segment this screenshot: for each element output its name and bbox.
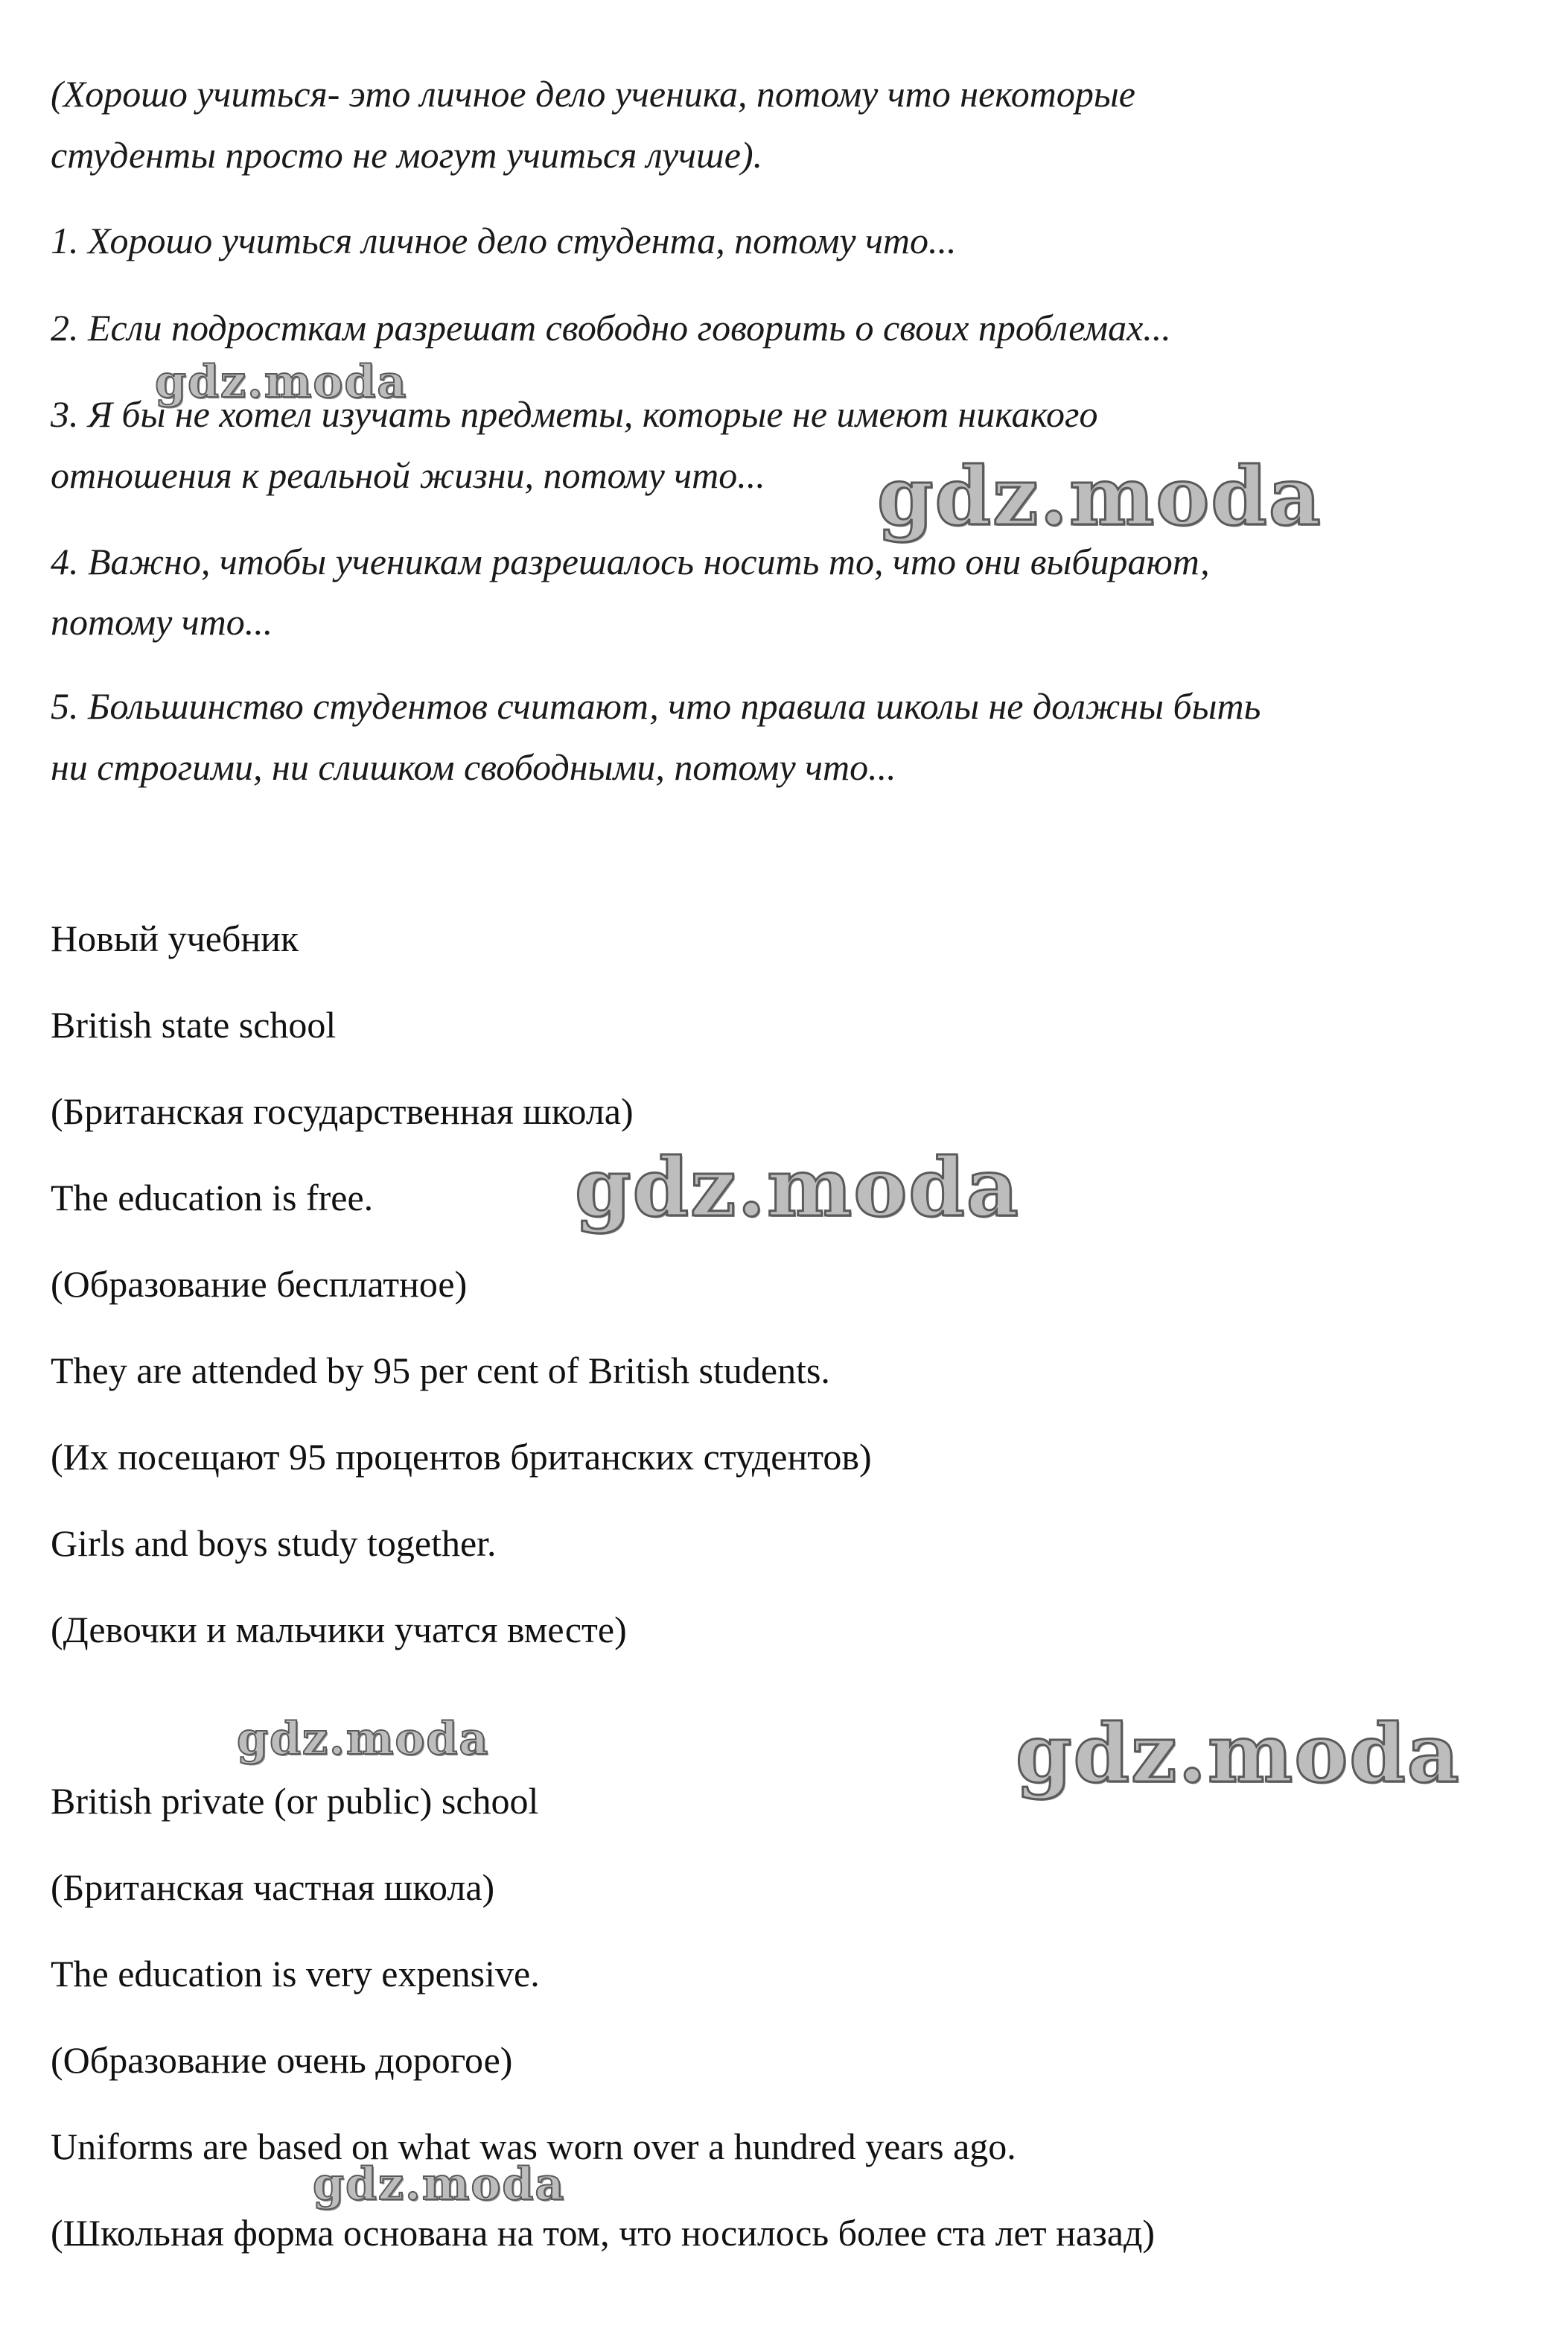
private-school-fact-2: Uniforms are based on what was worn over a hundred years ago. bbox=[51, 2126, 1016, 2167]
textbook-heading: Новый учебник bbox=[51, 918, 299, 959]
private-school-title: British private (or public) school bbox=[51, 1780, 539, 1822]
exercise-item-2: 2. Если подросткам разрешат свободно говорить о своих проблемах... bbox=[51, 307, 1171, 349]
private-school-fact-2-ru: (Школьная форма основана на том, что носилось более ста лет назад) bbox=[51, 2212, 1156, 2254]
state-school-fact-3: Girls and boys study together. bbox=[51, 1522, 497, 1564]
exercise-item-5-line-2: ни строгими, ни слишком свободными, потому что... bbox=[51, 746, 896, 788]
exercise-item-4-line-2: потому что... bbox=[51, 601, 273, 643]
exercise-item-3-line-1: 3. Я бы не хотел изучать предметы, которые не имеют никакого bbox=[51, 393, 1098, 435]
watermark-logo: gdz.moda bbox=[877, 450, 1322, 544]
watermark-logo: gdz.moda bbox=[1016, 1707, 1461, 1801]
watermark-logo: gdz.moda bbox=[155, 356, 408, 408]
state-school-fact-2-ru: (Их посещают 95 процентов британских студентов) bbox=[51, 1436, 872, 1478]
watermark-logo: gdz.moda bbox=[575, 1141, 1020, 1235]
private-school-fact-1-ru: (Образование очень дорогое) bbox=[51, 2039, 513, 2081]
private-school-fact-1: The education is very expensive. bbox=[51, 1953, 540, 1994]
private-school-title-ru: (Британская частная школа) bbox=[51, 1866, 495, 1908]
watermark-logo: gdz.moda bbox=[237, 1713, 490, 1765]
state-school-fact-1: The education is free. bbox=[51, 1177, 374, 1218]
exercise-item-4-line-1: 4. Важно, чтобы ученикам разрешалось носить то, что они выбирают, bbox=[51, 541, 1210, 582]
state-school-title-ru: (Британская государственная школа) bbox=[51, 1090, 634, 1132]
exercise-item-1: 1. Хорошо учиться личное дело студента, потому что... bbox=[51, 220, 957, 261]
state-school-fact-3-ru: (Девочки и мальчики учатся вместе) bbox=[51, 1609, 627, 1650]
exercise-item-3-line-2: отношения к реальной жизни, потому что... bbox=[51, 454, 765, 496]
intro-line-2: студенты просто не могут учиться лучше). bbox=[51, 134, 763, 176]
exercise-item-5-line-1: 5. Большинство студентов считают, что правила школы не должны быть bbox=[51, 685, 1261, 727]
watermark-logo: gdz.moda bbox=[313, 2158, 566, 2210]
state-school-fact-1-ru: (Образование бесплатное) bbox=[51, 1263, 468, 1305]
state-school-title: British state school bbox=[51, 1004, 337, 1046]
intro-line-1: (Хорошо учиться- это личное дело ученика, потому что некоторые bbox=[51, 73, 1135, 115]
state-school-fact-2: They are attended by 95 per cent of British students. bbox=[51, 1350, 830, 1391]
